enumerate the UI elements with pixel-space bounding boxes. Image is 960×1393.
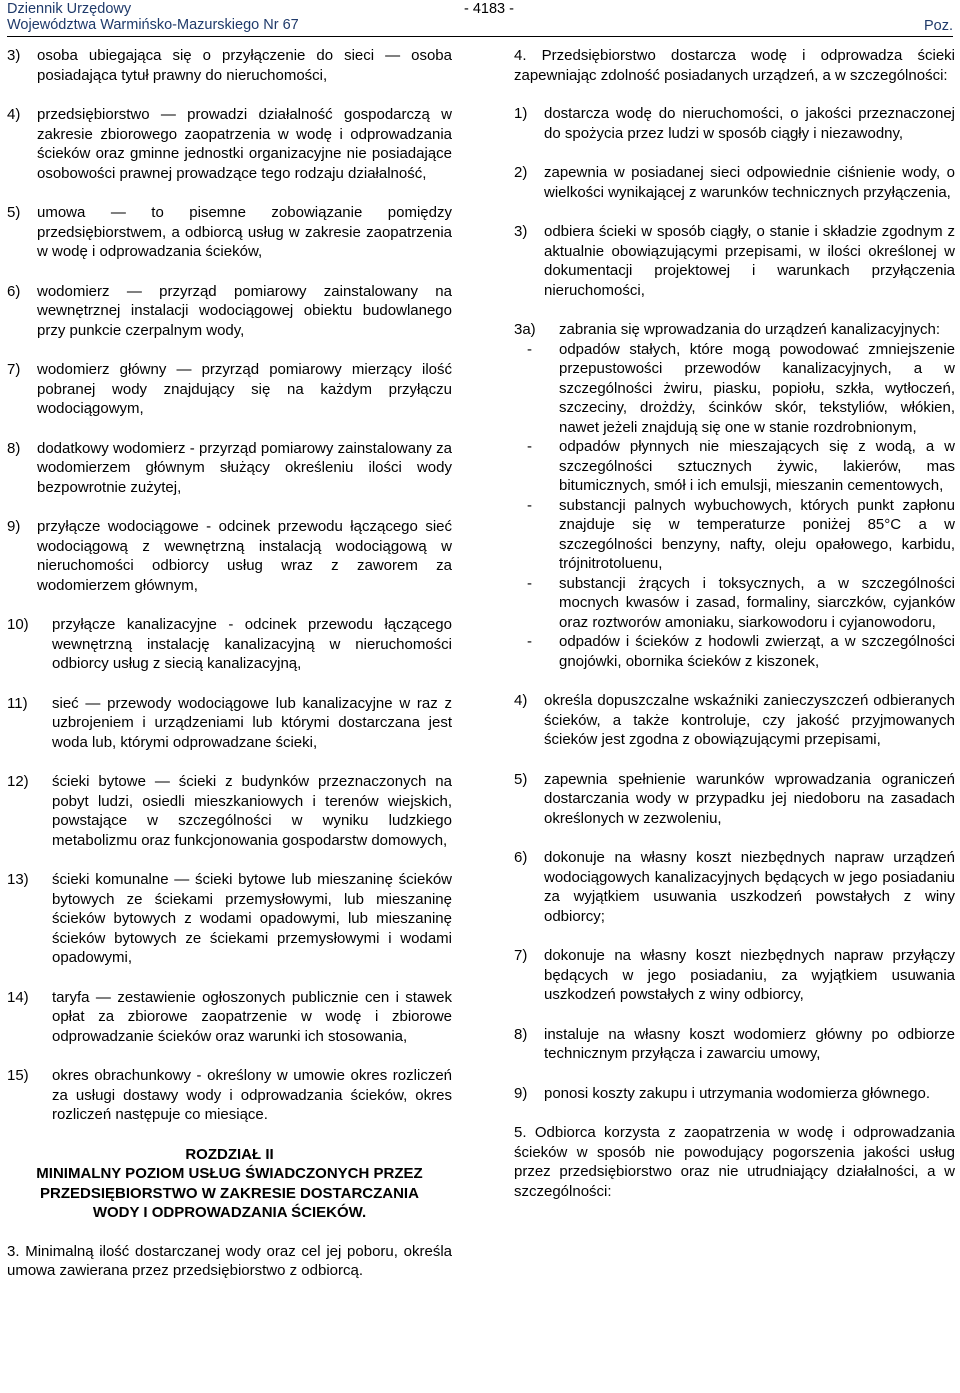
item-number: 7) (514, 947, 528, 964)
definition-item-15 (7, 1066, 452, 1125)
chapter-title-line: WODY I ODPROWADZANIA ŚCIEKÓW. (92, 1204, 367, 1221)
definition-item-10 (7, 615, 452, 674)
item-text: dostarcza wodę do nieruchomości, o jakości przeznaczonej do spożycia przez ludzi w sposób ciągły i niezawodny, (544, 105, 955, 142)
prohibited-substance-item (527, 437, 955, 496)
item-text: określa dopuszczalne wskaźniki zanieczyszczeń odbieranych ścieków, a także kontroluje, czy jakość przyjmowanych ścieków jest zgodna z obowiązującymi przepisami, (544, 692, 955, 748)
item-text: instaluje na własny koszt wodomierz główny po odbiorze technicznym przyłącza i zawarciu umowy, (544, 1025, 955, 1062)
item-text: odbiera ścieki w sposób ciągły, o stanie i składzie zgodnym z aktualnie obowiązującymi przepisami, w ilości określonej w dokumentacji projektowej i warunkach przyłączenia nieruchomości, (544, 223, 955, 299)
position-label: Poz. (923, 18, 953, 34)
item-text: dokonuje na własny koszt niezbędnych napraw przyłączy będących w jego posiadaniu, za wyjątkiem usuwania uszkodzeń powstałych z winy odbiorcy, (544, 947, 955, 1003)
item-number: 9) (514, 1084, 528, 1102)
item-number: 6) (514, 849, 528, 866)
sub-item-text: substancji palnych wybuchowych, których punkt zapłonu znajduje się w temperaturze poniżej 85°C a w szczególności benzyny, nafty, oleju opałowego, karbidu, trójnitrotoluenu, (559, 496, 955, 572)
definition-item-6 (7, 282, 452, 341)
journal-info (7, 1, 299, 33)
right-column (514, 46, 955, 1220)
item-number: 8) (7, 439, 21, 457)
prohibited-substance-item (527, 574, 955, 633)
chapter-number: ROZDZIAŁ II (185, 1145, 274, 1163)
item-number: 3) (7, 47, 21, 64)
paragraph-5: 5. Odbiorca korzysta z zaopatrzenia w wodę i odprowadzania ścieków w sposób nie powodujący pogorszenia jakości usług przez przedsiębiorstwo oraz nie utrudniający działalności, a w szczególności: (514, 1124, 955, 1200)
item-number: 5) (514, 770, 528, 788)
item-number: 12) (7, 773, 29, 790)
item-number: 4) (7, 106, 21, 123)
item-number: 2) (514, 164, 528, 181)
item-text: dodatkowy wodomierz - przyrząd pomiarowy zainstalowany za wodomierzem głównym służący określeniu ilości wody bezpowrotnie zużytej, (37, 439, 452, 496)
sub-item-text: odpadów i ścieków z hodowli zwierząt, a w szczególności gnojówki, obornika ścieków z kiszonek, (559, 633, 955, 670)
item-text: przedsiębiorstwo — prowadzi działalność gospodarczą w zakresie zbiorowego zaopatrzenia w wodę i odprowadzania ścieków oraz gminne jednostki organizacyjne nie posiadające osobowości prawnej prowadzące tego rodzaju działalność, (37, 106, 452, 182)
item-text: zapewnia w posiadanej sieci odpowiednie ciśnienie wody, o wielkości wynikającej z warunków technicznych przyłączenia, (544, 164, 955, 201)
item-number: 1) (514, 105, 528, 122)
dash-bullet: - (527, 340, 532, 358)
dash-bullet: - (527, 496, 532, 514)
chapter-title-line: MINIMALNY POZIOM USŁUG ŚWIADCZONYCH PRZEZ (36, 1165, 423, 1182)
obligation-item-6 (514, 848, 955, 926)
item-number: 3) (514, 223, 528, 240)
obligation-item-4 (514, 691, 955, 750)
left-column (7, 46, 452, 1300)
obligation-item-3a (514, 320, 955, 340)
chapter-heading (7, 1145, 452, 1223)
definition-item-5 (7, 203, 452, 262)
journal-title: Dziennik Urzędowy (7, 1, 132, 17)
item-text: taryfa — zestawienie ogłoszonych publicznie cen i stawek opłat za zbiorowe zaopatrzenie w wodę i zbiorowe odprowadzanie ścieków oraz warunki ich stosowania, (52, 988, 452, 1045)
item-number: 13) (7, 871, 29, 888)
header-divider (7, 36, 953, 37)
sub-item-text: odpadów płynnych nie mieszających się z wodą, a w szczególności sztucznych żywic, lakierów, mas bitumicznych, smół i ich emulsji, mieszanin cementowych, (559, 438, 955, 494)
item-text: przyłącze kanalizacyjne - odcinek przewodu łączącego wewnętrzną instalację kanalizacyjną w nieruchomości odbiorcy usług z siecią kanalizacyjną, (52, 616, 452, 672)
item-text: zapewnia spełnienie warunków wprowadzania ograniczeń dostarczania wody w przypadku jej niedoboru na zasadach określonych w zezwoleniu, (544, 770, 955, 827)
item-text: ścieki bytowe — ścieki z budynków przeznaczonych na pobyt ludzi, osiedli mieszkaniowych i terenów wiejskich, powstające w szczególności w wyniku ludzkiego metabolizmu oraz funkcjonowania gospodarstw domowych, (52, 773, 452, 849)
item-number: 15) (7, 1067, 29, 1084)
definition-item-14 (7, 988, 452, 1047)
item-number: 7) (7, 361, 21, 378)
obligation-item-7 (514, 946, 955, 1005)
item-text: umowa — to pisemne zobowiązanie pomiędzy przedsiębiorstwem, a odbiorcą usług w zakresie zaopatrzenia w wodę i odprowadzania ścieków, (37, 204, 452, 260)
item-text: wodomierz — przyrząd pomiarowy zainstalowany na wewnętrznej instalacji wodociągowej obiektu budowlanego przy punkcie czerpalnym wody, (37, 282, 452, 339)
obligation-item-2 (514, 163, 955, 202)
prohibited-substance-item (527, 632, 955, 671)
item-text: zabrania się wprowadzania do urządzeń kanalizacyjnych: (559, 321, 941, 338)
dash-bullet: - (527, 574, 532, 592)
chapter-title-line: PRZEDSIĘBIORSTWO W ZAKRESIE DOSTARCZANIA (40, 1184, 419, 1202)
item-text: okres obrachunkowy - określony w umowie okres rozliczeń za usługi dostawy wody i odprowadzania ścieków, okres rozliczeń następuje co miesiące. (52, 1067, 452, 1123)
definition-item-9 (7, 517, 452, 595)
item-number: 14) (7, 988, 29, 1006)
prohibited-substance-item (527, 340, 955, 438)
dash-bullet: - (527, 633, 532, 650)
sub-item-text: odpadów stałych, które mogą powodować zmniejszenie przepustowości przewodów kanalizacyjnych, a w szczególności żwiru, piasku, popiołu, szkła, wytłoczeń, szczeciny, drożdży, ścinków skór, tekstyliów, włókien, nawet jeżeli znajdują się one w stanie rozdrobnionym, (559, 340, 955, 436)
obligation-item-5 (514, 770, 955, 829)
item-text: wodomierz główny — przyrząd pomiarowy mierzący ilość pobranej wody znajdujący się na każdym przyłączu wodociągowym, (37, 361, 452, 417)
definition-item-8 (7, 439, 452, 498)
item-number: 11) (7, 694, 28, 712)
definition-item-11 (7, 694, 452, 753)
definition-item-7 (7, 360, 452, 419)
item-number: 6) (7, 282, 21, 300)
item-number: 3a) (514, 321, 536, 338)
obligation-item-8 (514, 1025, 955, 1064)
item-text: osoba ubiegająca się o przyłączenie do sieci — osoba posiadająca tytuł prawny do nieruchomości, (37, 47, 452, 84)
obligation-item-3 (514, 222, 955, 300)
item-number: 5) (7, 204, 21, 221)
page-header (7, 0, 953, 42)
item-number: 8) (514, 1025, 528, 1043)
obligation-item-1 (514, 104, 955, 143)
item-text: sieć — przewody wodociągowe lub kanalizacyjne w raz z uzbrojeniem i urządzeniami lub którymi dostarczana jest woda lub, którymi odprowadzane ścieki, (52, 694, 452, 751)
definition-item-4 (7, 105, 452, 183)
page-number: - 4183 - (464, 1, 514, 17)
definition-item-13 (7, 870, 452, 968)
item-text: ponosi koszty zakupu i utrzymania wodomierza głównego. (544, 1084, 931, 1102)
item-text: dokonuje na własny koszt niezbędnych napraw urządzeń wodociągowych kanalizacyjnych będących w jego posiadaniu za wyjątkiem usuwania uszkodzeń powstałych z winy odbiorcy; (544, 849, 955, 925)
item-number: 9) (7, 518, 21, 535)
item-text: ścieki komunalne — ścieki bytowe lub mieszaninę ścieków bytowych ze ściekami przemysłowymi, lub mieszaninę ścieków bytowych z wodami opadowymi, lub mieszaninę ścieków bytowych ze ściekami przemysłowymi i wodami opadowymi, (52, 871, 452, 966)
obligation-item-9 (514, 1084, 955, 1104)
sub-item-text: substancji żrących i toksycznych, a w szczególności mocnych kwasów i zasad, formaliny, siarczków, cyjanków oraz roztworów amoniaku, siarkowodoru i cyjanowodoru, (559, 574, 955, 631)
item-text: przyłącze wodociągowe - odcinek przewodu łączącego sieć wodociągową z wewnętrzną instalacją wodociągową w nieruchomości odbiorcy usług wraz z zaworem za wodomierzem głównym, (37, 518, 452, 594)
paragraph-3: 3. Minimalną ilość dostarczanej wody oraz cel jej poboru, określa umowa zawierana przez przedsiębiorstwo z odbiorcą. (7, 1242, 452, 1279)
journal-issue: Województwa Warmińsko-Mazurskiego Nr 67 (7, 17, 299, 33)
paragraph-4: 4. Przedsiębiorstwo dostarcza wodę i odprowadza ścieki zapewniając zdolność posiadanych urządzeń, a w szczególności: (514, 47, 955, 84)
definition-item-3 (7, 46, 452, 85)
item-number: 10) (7, 616, 29, 633)
item-number: 4) (514, 692, 528, 709)
definition-item-12 (7, 772, 452, 850)
prohibited-substance-item (527, 496, 955, 574)
dash-bullet: - (527, 438, 532, 455)
